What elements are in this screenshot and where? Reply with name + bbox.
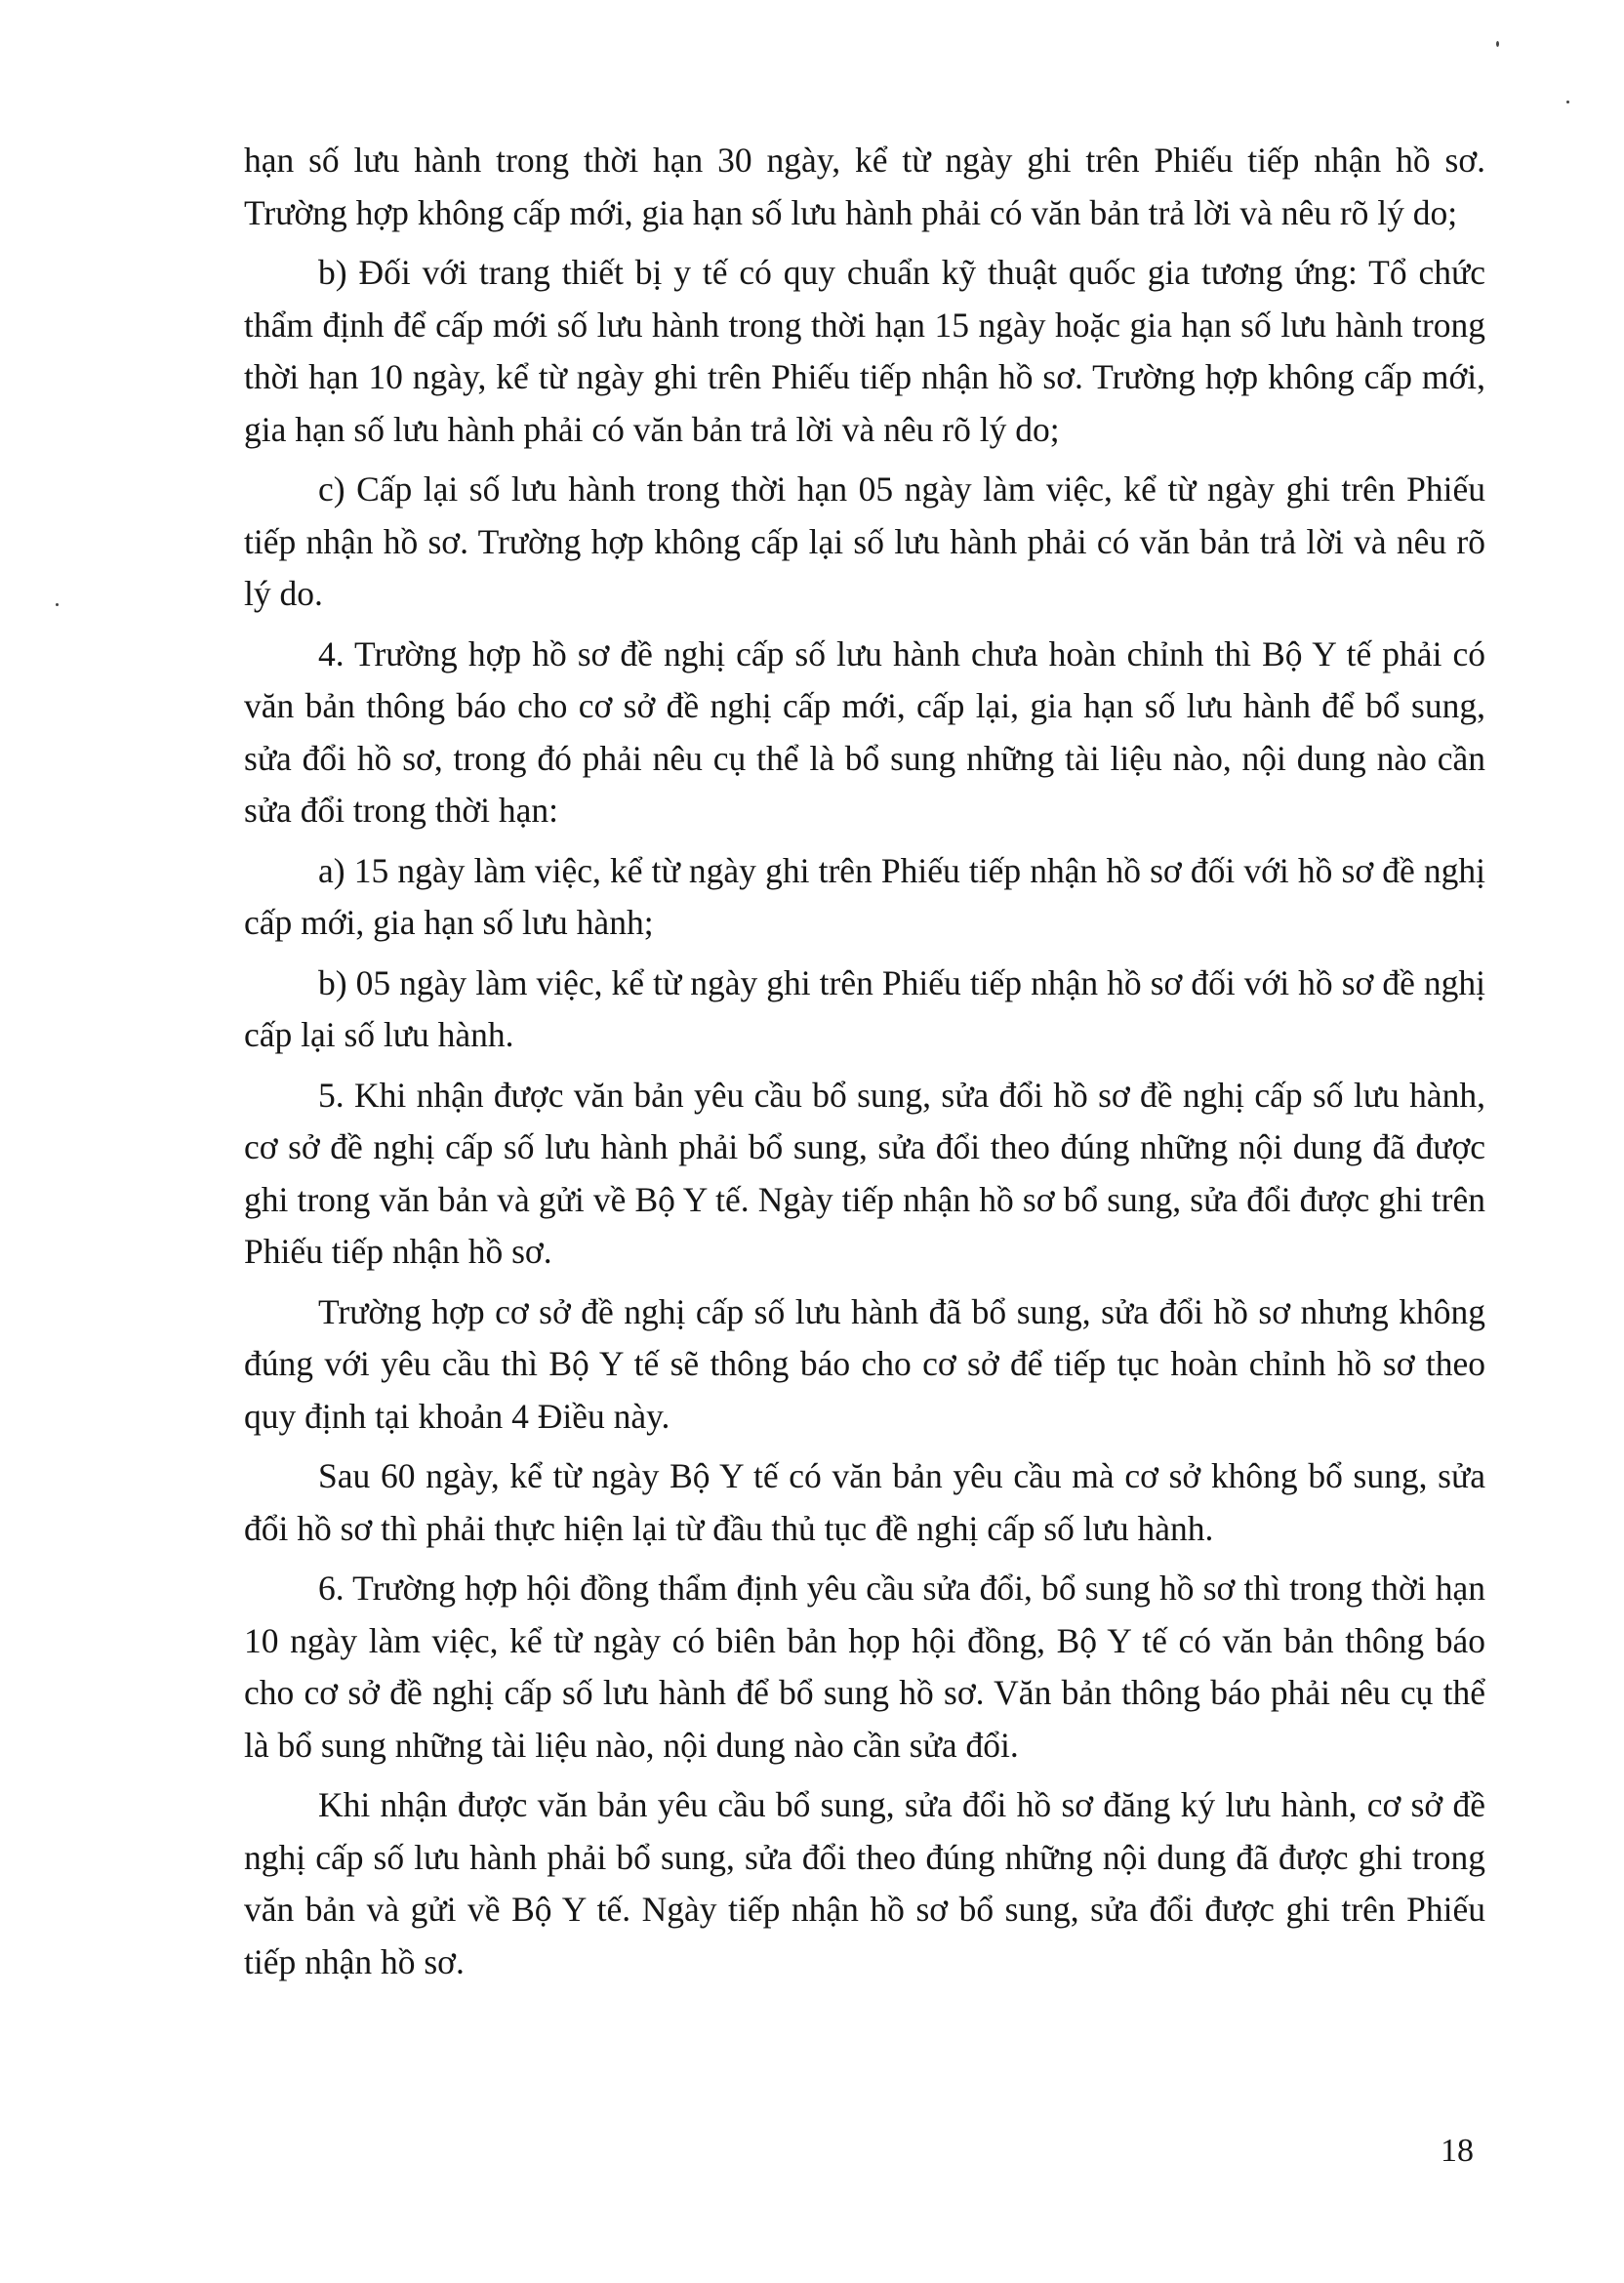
scan-speck (1566, 101, 1569, 103)
paragraph-4: 4. Trường hợp hồ sơ đề nghị cấp số lưu hành chưa hoàn chỉnh thì Bộ Y tế phải có văn bản thông báo cho cơ sở đề nghị cấp mới, cấp lại, gia hạn số lưu hành để bổ sung, sửa đổi hồ sơ, trong đó phải nêu cụ thể là bổ sung những tài liệu nào, nội dung nào cần sửa đổi trong thời hạn: (244, 633, 1485, 830)
paragraph-6-cont: Khi nhận được văn bản yêu cầu bổ sung, sửa đổi hồ sơ đăng ký lưu hành, cơ sở đề nghị cấp số lưu hành phải bổ sung, sửa đổi theo đúng những nội dung đã được ghi trong văn bản và gửi về Bộ Y tế. Ngày tiếp nhận hồ sơ bổ sung, sửa đổi được ghi trên Phiếu tiếp nhận hồ sơ. (244, 1785, 1485, 1981)
scan-speck (1496, 41, 1499, 47)
paragraph-3b: b) Đối với trang thiết bị y tế có quy chuẩn kỹ thuật quốc gia tương ứng: Tổ chức thẩm định để cấp mới số lưu hành trong thời hạn 15 ngày hoặc gia hạn số lưu hành trong thời hạn 10 ngày, kể từ ngày ghi trên Phiếu tiếp nhận hồ sơ. Trường hợp không cấp mới, gia hạn số lưu hành phải có văn bản trả lời và nêu rõ lý do; (244, 253, 1485, 449)
paragraph-4b: b) 05 ngày làm việc, kể từ ngày ghi trên Phiếu tiếp nhận hồ sơ đối với hồ sơ đề nghị cấp lại số lưu hành. (244, 962, 1485, 1054)
body-text (244, 135, 1485, 1996)
page-number: 18 (1441, 2133, 1474, 2169)
paragraph-5-cont-2: Sau 60 ngày, kể từ ngày Bộ Y tế có văn bản yêu cầu mà cơ sở không bổ sung, sửa đổi hồ sơ thì phải thực hiện lại từ đầu thủ tục đề nghị cấp số lưu hành. (244, 1456, 1485, 1548)
paragraph-6: 6. Trường hợp hội đồng thẩm định yêu cầu sửa đổi, bổ sung hồ sơ thì trong thời hạn 10 ngày làm việc, kể từ ngày có biên bản họp hội đồng, Bộ Y tế có văn bản thông báo cho cơ sở đề nghị cấp số lưu hành để bổ sung hồ sơ. Văn bản thông báo phải nêu cụ thể là bổ sung những tài liệu nào, nội dung nào cần sửa đổi. (244, 1569, 1485, 1765)
paragraph-3c: c) Cấp lại số lưu hành trong thời hạn 05 ngày làm việc, kể từ ngày ghi trên Phiếu tiếp nhận hồ sơ. Trường hợp không cấp lại số lưu hành phải có văn bản trả lời và nêu rõ lý do. (244, 469, 1485, 613)
paragraph-5: 5. Khi nhận được văn bản yêu cầu bổ sung, sửa đổi hồ sơ đề nghị cấp số lưu hành, cơ sở đề nghị cấp số lưu hành phải bổ sung, sửa đổi theo đúng những nội dung đã được ghi trong văn bản và gửi về Bộ Y tế. Ngày tiếp nhận hồ sơ bổ sung, sửa đổi được ghi trên Phiếu tiếp nhận hồ sơ. (244, 1075, 1485, 1271)
paragraph-continuation: hạn số lưu hành trong thời hạn 30 ngày, kể từ ngày ghi trên Phiếu tiếp nhận hồ sơ. Trường hợp không cấp mới, gia hạn số lưu hành phải có văn bản trả lời và nêu rõ lý do; (244, 141, 1485, 232)
paragraph-5-cont-1: Trường hợp cơ sở đề nghị cấp số lưu hành đã bổ sung, sửa đổi hồ sơ nhưng không đúng với yêu cầu thì Bộ Y tế sẽ thông báo cho cơ sở để tiếp tục hoàn chỉnh hồ sơ theo quy định tại khoản 4 Điều này. (244, 1291, 1485, 1436)
paragraph-4a: a) 15 ngày làm việc, kể từ ngày ghi trên Phiếu tiếp nhận hồ sơ đối với hồ sơ đề nghị cấp mới, gia hạn số lưu hành; (244, 850, 1485, 942)
scan-speck (56, 603, 59, 606)
